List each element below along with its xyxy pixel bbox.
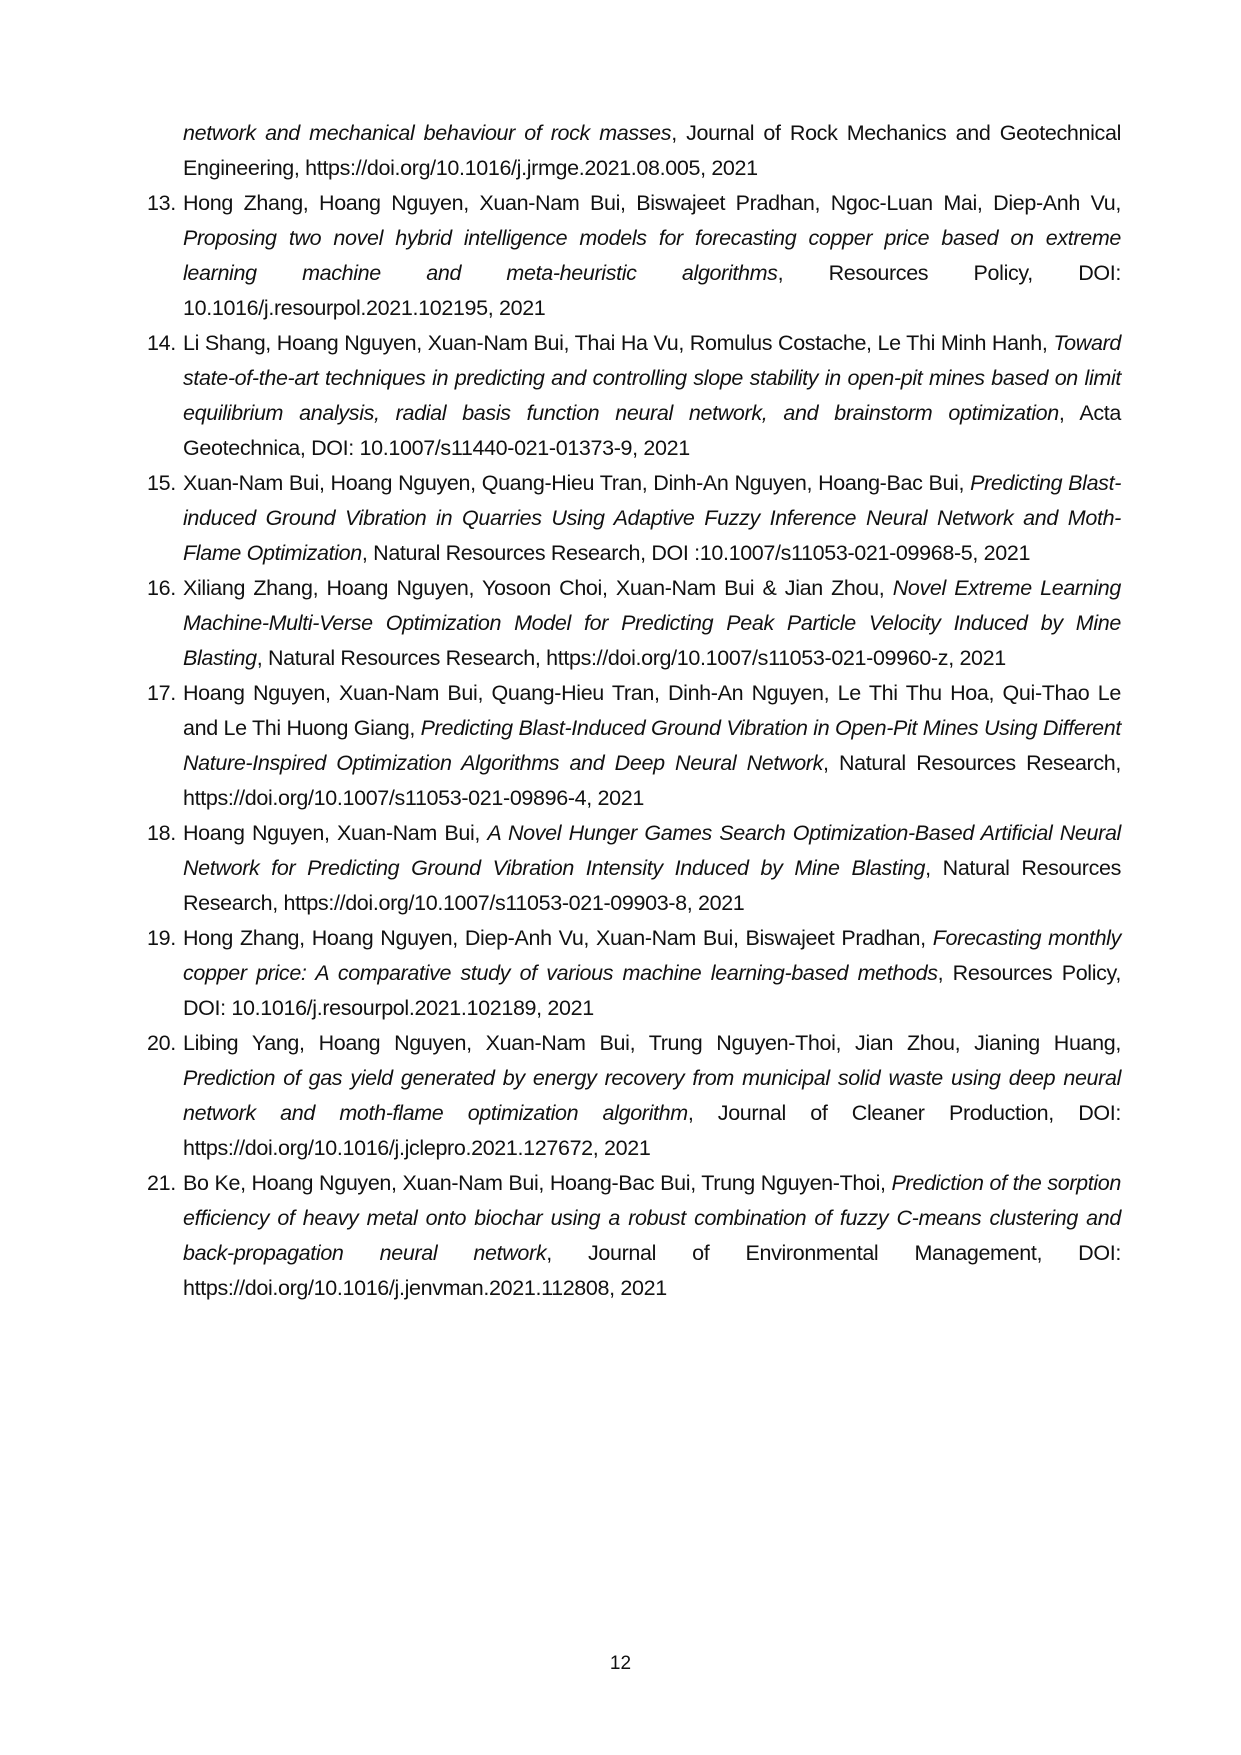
reference-item-18: [147, 816, 1121, 921]
reference-item-19: [147, 921, 1122, 1026]
reference-authors: Bo Ke, Hoang Nguyen, Xuan-Nam Bui, Hoang-Bac Bui, Trung Nguyen-Thoi,: [183, 1171, 892, 1195]
reference-title: Prediction of the sorption efficiency of heavy metal onto biochar using a robust combination of fuzzy C-means clustering and back-propagation neural network: [183, 1171, 1122, 1265]
reference-authors: Hong Zhang, Hoang Nguyen, Xuan-Nam Bui, Biswajeet Pradhan, Ngoc-Luan Mai, Diep-Anh Vu,: [183, 191, 1121, 215]
reference-number: 13.: [147, 191, 176, 215]
reference-item-17: [147, 676, 1121, 816]
reference-title: Novel Extreme Learning Machine-Multi-Verse Optimization Model for Predicting Peak Particle Velocity Induced by Mine Blasting: [183, 576, 1121, 670]
reference-list: [147, 116, 1122, 1306]
reference-source: , Journal of Rock Mechanics and Geotechnical Engineering, https://doi.org/10.1016/j.jrmge.2021.08.005, 2021: [183, 121, 1121, 180]
reference-number: 19.: [147, 926, 176, 950]
reference-number: 15.: [147, 471, 176, 495]
reference-authors: Li Shang, Hoang Nguyen, Xuan-Nam Bui, Thai Ha Vu, Romulus Costache, Le Thi Minh Hanh,: [183, 331, 1054, 355]
reference-item-13: [147, 186, 1122, 326]
reference-authors: Libing Yang, Hoang Nguyen, Xuan-Nam Bui, Trung Nguyen-Thoi, Jian Zhou, Jianing Huang,: [183, 1031, 1121, 1055]
reference-source: , Journal of Environmental Management, DOI: https://doi.org/10.1016/j.jenvman.2021.112808, 2021: [183, 1241, 1121, 1300]
reference-number: 14.: [147, 331, 176, 355]
reference-source: , Acta Geotechnica, DOI: 10.1007/s11440-021-01373-9, 2021: [183, 401, 1121, 460]
reference-source: , Natural Resources Research, https://doi.org/10.1007/s11053-021-09960-z, 2021: [256, 646, 1006, 670]
reference-title: network and mechanical behaviour of rock masses: [183, 121, 672, 145]
reference-source: , Natural Resources Research, https://doi.org/10.1007/s11053-021-09903-8, 2021: [183, 856, 1121, 915]
reference-title: Forecasting monthly copper price: A comparative study of various machine learning-based methods: [183, 926, 1122, 985]
reference-source: , Natural Resources Research, https://doi.org/10.1007/s11053-021-09896-4, 2021: [183, 751, 1121, 810]
reference-title: Proposing two novel hybrid intelligence models for forecasting copper price based on extreme learning machine and meta-heuristic algorithms: [183, 226, 1121, 285]
reference-number: 18.: [147, 821, 176, 845]
reference-number: 20.: [147, 1031, 176, 1055]
reference-authors: Xuan-Nam Bui, Hoang Nguyen, Quang-Hieu Tran, Dinh-An Nguyen, Hoang-Bac Bui,: [183, 471, 971, 495]
reference-source: , Natural Resources Research, DOI :10.1007/s11053-021-09968-5, 2021: [361, 541, 1031, 565]
reference-number: 21.: [147, 1171, 176, 1195]
reference-title: Predicting Blast-induced Ground Vibration in Quarries Using Adaptive Fuzzy Inference Neural Network and Moth-Flame Optimization: [183, 471, 1122, 565]
reference-continuation: [183, 116, 1121, 186]
page-number: 12: [609, 1653, 632, 1674]
reference-item-15: [147, 466, 1122, 571]
reference-number: 16.: [147, 576, 176, 600]
reference-authors: Hong Zhang, Hoang Nguyen, Diep-Anh Vu, Xuan-Nam Bui, Biswajeet Pradhan,: [183, 926, 933, 950]
reference-item-14: [147, 326, 1121, 466]
reference-number: 17.: [147, 681, 176, 705]
reference-item-20: [147, 1026, 1121, 1166]
reference-title: Prediction of gas yield generated by energy recovery from municipal solid waste using deep neural network and moth-flame optimization algorithm: [183, 1066, 1121, 1125]
reference-source: , Journal of Cleaner Production, DOI: https://doi.org/10.1016/j.jclepro.2021.127672, 2021: [183, 1101, 1121, 1160]
reference-item-21: [147, 1166, 1122, 1306]
reference-title: Predicting Blast-Induced Ground Vibration in Open-Pit Mines Using Different Nature-Inspired Optimization Algorithms and Deep Neural Network: [183, 716, 1121, 775]
reference-title: Toward state-of-the-art techniques in predicting and controlling slope stability in open-pit mines based on limit equilibrium analysis, radial basis function neural network, and brainstorm optimization: [183, 331, 1121, 425]
reference-source: , Resources Policy, DOI: 10.1016/j.resourpol.2021.102189, 2021: [183, 961, 1121, 1020]
reference-authors: Hoang Nguyen, Xuan-Nam Bui, Quang-Hieu Tran, Dinh-An Nguyen, Le Thi Thu Hoa, Qui-Thao Le and Le Thi Huong Giang,: [183, 681, 1121, 740]
reference-title: A Novel Hunger Games Search Optimization-Based Artificial Neural Network for Predicting Ground Vibration Intensity Induced by Mine Blasting: [183, 821, 1121, 880]
reference-item-16: [147, 571, 1121, 676]
reference-authors: Hoang Nguyen, Xuan-Nam Bui,: [183, 821, 488, 845]
reference-source: , Resources Policy, DOI: 10.1016/j.resourpol.2021.102195, 2021: [183, 261, 1122, 320]
reference-authors: Xiliang Zhang, Hoang Nguyen, Yosoon Choi, Xuan-Nam Bui & Jian Zhou,: [183, 576, 893, 600]
